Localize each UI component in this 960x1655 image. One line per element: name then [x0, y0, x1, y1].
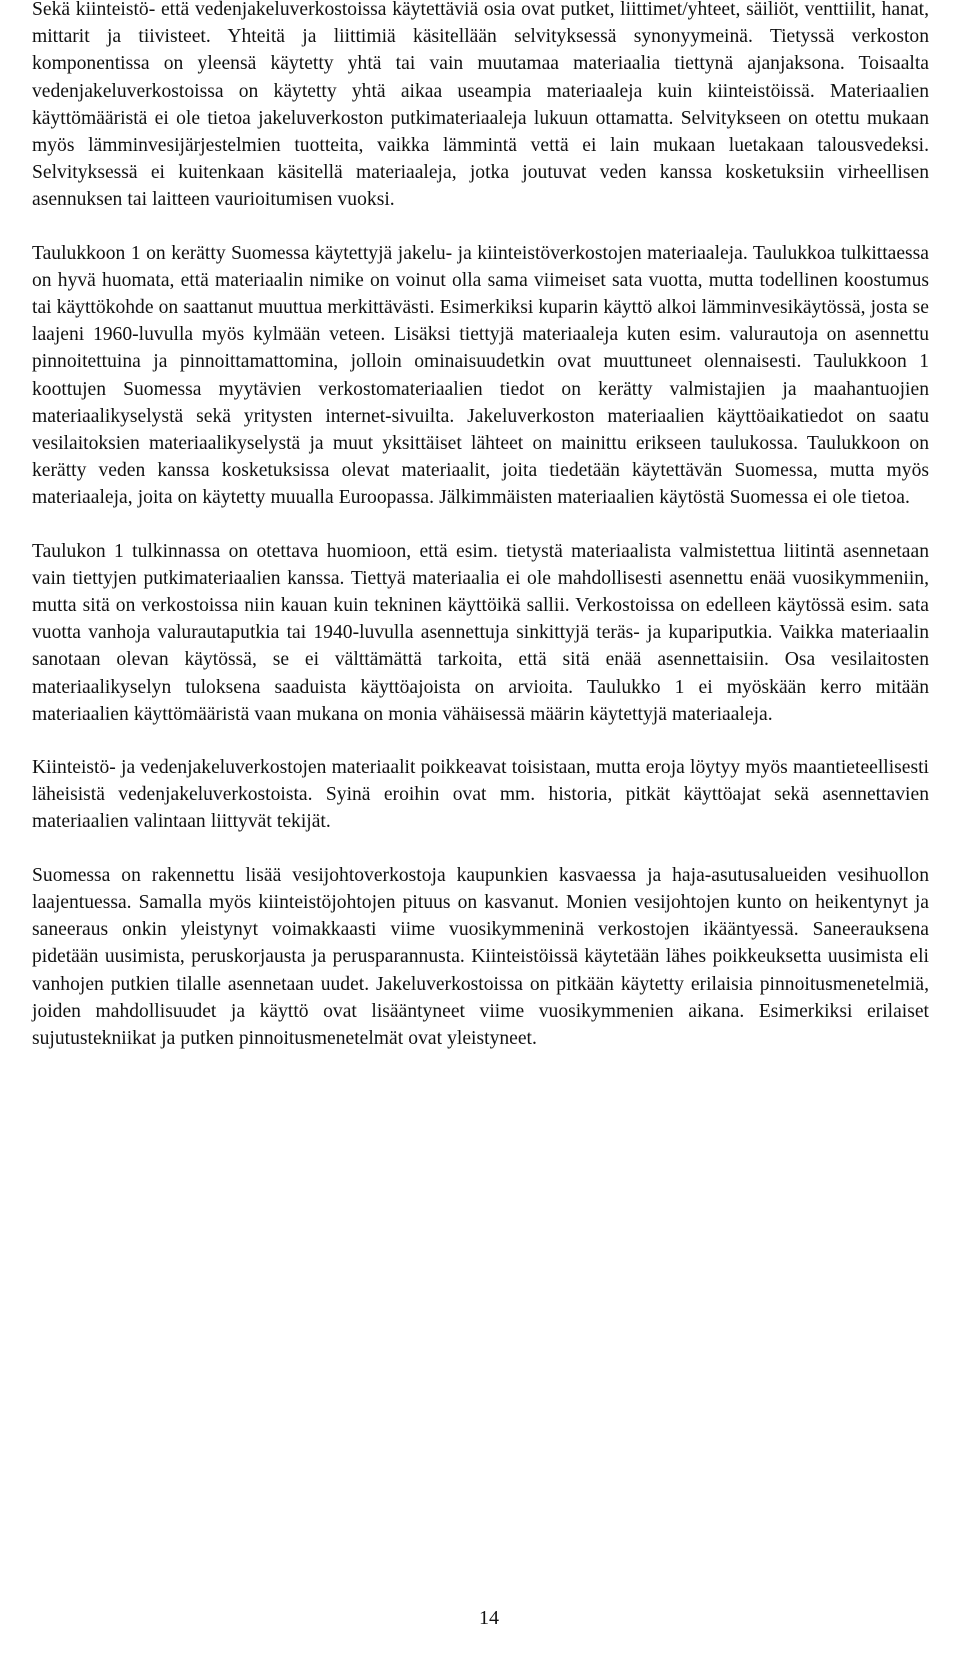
page-number: 14 — [479, 1607, 499, 1629]
paragraph-materials-overview: Sekä kiinteistö- että vedenjakeluverkostoissa käytettäviä osia ovat putket, liittimet/yhteet, säiliöt, venttiilit, hanat, mittarit ja tiivisteet. Yhteitä ja liittimiä käsitellään selvityksessä synonyymeinä. Tietyssä verkoston komponentissa on yleensä käytetty yhtä tai vain muutamaa materiaalia tiettynä ajanjaksona. Toisaalta vedenjakeluverkostoissa on käytetty yhtä aikaa useampia materiaaleja kuin kiinteistöissä. Materiaalien käyttömääristä ei ole tietoa jakeluverkoston putkimateriaaleja lukuun ottamatta. Selvitykseen on otettu mukaan myös lämminvesijärjestelmien tuotteita, vaikka lämmintä vettä ei lain mukaan luetakaan talousvedeksi. Selvityksessä ei kuitenkaan käsitellä materiaaleja, jotka joutuvat veden kanssa kosketuksiin virheellisen asennuksen tai laitteen vaurioitumisen vuoksi. — [32, 0, 929, 211]
document-body — [32, 0, 929, 1078]
paragraph-renovation: Suomessa on rakennettu lisää vesijohtoverkostoja kaupunkien kasvaessa ja haja-asutusalueiden vesihuollon laajentuessa. Samalla myös kiinteistöjohtojen pituus on kasvanut. Monien vesijohtojen kunto on heikentynyt ja saneeraus onkin yleistynyt voimakkaasti viime vuosikymmeninä verkostojen ikääntyessä. Saneerauksena pidetään uusimista, peruskorjausta ja perusparannusta. Kiinteistöissä käytetään lähes poikkeuksetta uusimista eli vanhojen putkien tilalle asennetaan uudet. Jakeluverkostoissa on pitkään käytetty erilaisia pinnoitusmenetelmiä, joiden mahdollisuudet ja käyttö ovat lisääntyneet viime vuosikymmenien aikana. Esimerkiksi erilaiset sujutustekniikat ja putken pinnoitusmenetelmät ovat yleistyneet. — [32, 864, 929, 1049]
paragraph-table-1-collection: Taulukkoon 1 on kerätty Suomessa käytettyjä jakelu- ja kiinteistöverkostojen materiaaleja. Taulukkoa tulkittaessa on hyvä huomata, että materiaalin nimike on voinut olla sama viimeiset sata vuotta, mutta todellinen koostumus tai käyttökohde on saattanut muuttua merkittävästi. Esimerkiksi kuparin käyttö alkoi lämminvesikäytössä, josta se laajeni 1960-luvulla myös kylmään veteen. Lisäksi tiettyjä materiaaleja kuten esim. valurautoja on asennettu pinnoitettuina ja pinnoittamattomina, jolloin ominaisuudetkin ovat muuttuneet olennaisesti. Taulukkoon 1 koottujen Suomessa myytävien verkostomateriaalien tiedot on kerätty valmistajien ja maahantuojien materiaalikyselystä sekä yritysten internet-sivuilta. Jakeluverkoston materiaalien käyttöaikatiedot on saatu vesilaitoksien materiaalikyselystä ja muut yksittäiset lähteet on mainittu erikseen taulukossa. Taulukkoon on kerätty veden kanssa kosketuksissa olevat materiaalit, joita tiedetään käytettävän Suomessa, mutta myös materiaaleja, joita on käytetty muualla Euroopassa. Jälkimmäisten materiaalien käytöstä Suomessa ei ole tietoa. — [32, 242, 930, 509]
paragraph-network-differences: Kiinteistö- ja vedenjakeluverkostojen materiaalit poikkeavat toisistaan, mutta eroja löytyy myös maantieteellisesti läheisistä vedenjakeluverkostoista. Syinä eroihin ovat mm. historia, pitkät käyttöajat sekä asennettavien materiaalien valintaan liittyvät tekijät. — [32, 757, 929, 833]
paragraph-table-1-interpretation: Taulukon 1 tulkinnassa on otettava huomioon, että esim. tietystä materiaalista valmistettua liitintä asennetaan vain tiettyjen putkimateriaalien kanssa. Tiettyä materiaalia ei ole mahdollisesti asennettu enää vuosikymmeniin, mutta sitä on verkostoissa niin kauan kuin tekninen käyttöikä sallii. Verkostoissa on edelleen käytössä esim. sata vuotta vanhoja valurautaputkia tai 1940-luvulla asennettuja sinkittyjä teräs- ja kupariputkia. Vaikka materiaalin sanotaan olevan käytössä, se ei välttämättä tarkoita, että sitä enää asennettaisiin. Osa vesilaitosten materiaalikyselyn tuloksena saaduista käyttöajoista on arvioita. Taulukko 1 ei myöskään kerro mitään materiaalien käyttömääristä vaan mukana on monia vähäisessä määrin käytettyjä materiaaleja. — [32, 540, 929, 725]
